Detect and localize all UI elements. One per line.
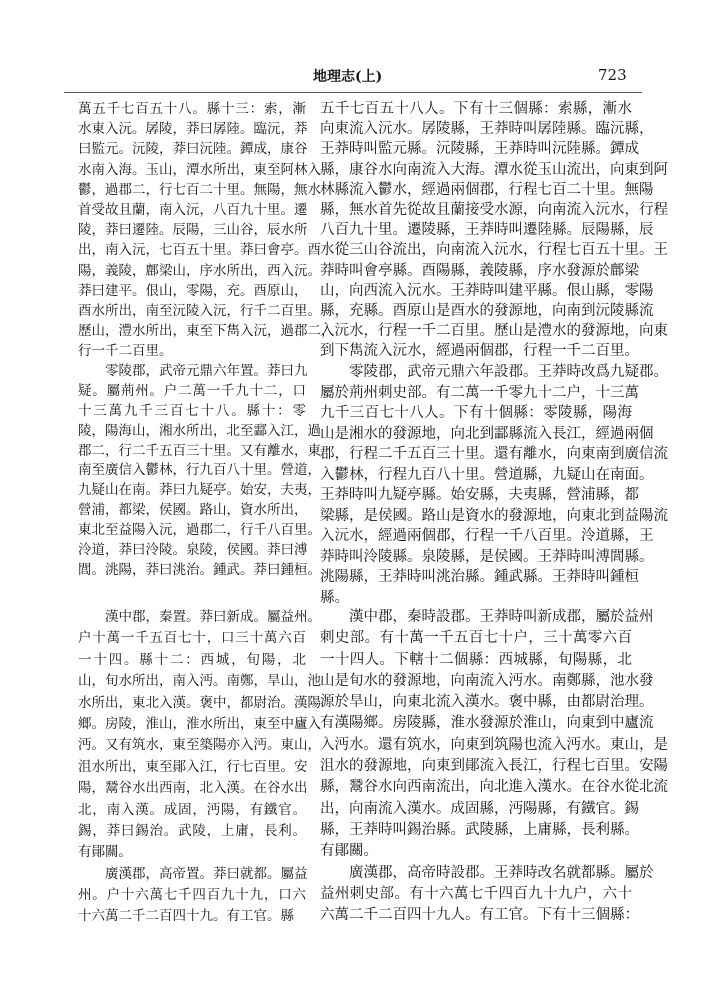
text-line: 洮陽縣，王莽時叫洮治縣。鍾武縣。王莽時叫鍾桓 <box>320 569 639 585</box>
text-block <box>320 607 668 926</box>
text-line: 水東入沅。孱陵，莽曰孱陸。臨沅，莽 <box>78 121 308 138</box>
text-line: 廣漢郡，高帝時設郡。王莽時改名就都縣。屬於 <box>349 864 654 881</box>
text-line: 廣漢郡，高帝置。莽曰就都。屬益 <box>105 865 308 882</box>
text-line: 林縣流入鬱水，經過兩個郡，行程七百二十里。無陽 <box>320 181 654 198</box>
paragraph <box>78 362 321 581</box>
text-line: 益州刺史部。有十六萬七千四百九十九户，六十 <box>320 885 632 902</box>
text-line: 莽時叫泠陵縣。泉陵縣，是侯國。王莽時叫溥閭縣。 <box>320 548 654 565</box>
running-header-title: 地理志(上) <box>313 69 383 85</box>
text-line: 出，向南流入漢水。成固縣，沔陽縣，有鐵官。錫 <box>320 800 639 817</box>
text-line: 漢中郡，秦時設郡。王莽時叫新成郡，屬於益州 <box>349 609 654 625</box>
text-block <box>320 362 668 608</box>
text-line: 縣，鬵谷水向西南流出，向北進入漢水。在谷水從北流 <box>320 779 668 796</box>
text-line: 縣，充縣。酉原山是酉水的發源地，向南到沅陵縣流 <box>320 302 654 319</box>
text-block <box>78 607 321 928</box>
text-block <box>78 362 321 581</box>
text-line: 王莽時叫九疑亭縣。始安縣，夫夷縣，營浦縣，都 <box>320 487 639 503</box>
paragraph <box>320 863 654 927</box>
text-line: 到下雋流入沅水，經過兩個郡，行程一千二百里。 <box>320 343 639 360</box>
text-line: 水南入海。玉山，潭水所出，東至阿林入 <box>78 161 321 178</box>
text-line: 入沔水。還有筑水，向東到筑陽也流入沔水。東山，是 <box>320 736 668 753</box>
text-line: 首受故且蘭，南入沅，八百九十里。遷 <box>78 201 308 218</box>
text-line: 郡二，行二千五百三十里。又有離水，東 <box>78 442 321 459</box>
paragraph <box>320 362 668 608</box>
text-line: 有漢陽鄉。房陵縣，淮水發源於淮山，向東到中廬流 <box>320 715 654 732</box>
text-line: 錫，莽曰錫治。武陵，上庸，長利。 <box>78 822 306 839</box>
text-line: 十三萬九千三百七十八。縣十：零 <box>78 402 306 419</box>
text-block <box>78 99 335 361</box>
text-line: 八百九十里。遷陵縣，王莽時叫遷陸縣。辰陽縣，辰 <box>320 222 654 239</box>
text-line: 零陵郡，武帝元鼎六年置。莽曰九 <box>105 363 308 379</box>
text-line: 九千三百七十八人。下有十個縣：零陵縣，陽海 <box>320 405 632 421</box>
text-line: 酉水所出，南至沅陵入沅，行千二百里。 <box>78 302 321 319</box>
text-line: 沮水所出，東至鄖入江，行七百里。安 <box>78 758 308 775</box>
text-line: 出，南入沅，七百五十里。莽曰會亭。酉 <box>78 242 321 259</box>
text-line: 南至廣信入鬱林，行九百八十里。營道， <box>78 462 321 479</box>
text-line: 五千七百五十八人。下有十三個縣：索縣，漸水 <box>320 101 632 117</box>
text-line: 山是湘水的發源地，向北到酃縣流入長江，經過兩個 <box>320 425 654 442</box>
text-line: 入沅水，經過兩個郡，行程一千八百里。泠道縣，王 <box>320 528 654 544</box>
text-line: 縣，王莽時叫錫治縣。武陵縣，上庸縣，長利縣。 <box>320 821 639 838</box>
paragraph <box>78 607 321 864</box>
text-line: 漢中郡，秦置。莽曰新成。屬益州。 <box>105 609 321 625</box>
text-line: 水所出，東北入漢。褒中，都尉治。漢陽 <box>78 694 321 711</box>
text-line: 王莽時叫監元縣。沅陵縣，王莽時叫沅陸縣。鐔成 <box>320 141 639 158</box>
text-line: 十六萬二千二百四十九。有工官。縣 <box>78 908 294 925</box>
header-rule <box>64 92 642 93</box>
text-block <box>320 99 668 361</box>
text-line: 縣。 <box>320 589 349 606</box>
text-line: 營浦，都梁，侯國。路山，資水所出， <box>78 502 308 519</box>
text-line: 一十四人。下轄十二個縣：西城縣，旬陽縣，北 <box>320 651 632 668</box>
paragraph <box>320 99 668 361</box>
text-line: 曰監元。沅陵，莽曰沅陸。鐔成，康谷 <box>78 141 308 158</box>
text-line: 有鄖關。 <box>320 843 378 860</box>
text-line: 縣，康谷水向南流入大海。潭水從玉山流出，向東到阿 <box>320 161 668 178</box>
paragraph <box>78 99 335 361</box>
text-line: 莽時叫會亭縣。酉陽縣，義陵縣，序水發源於鄜梁 <box>320 262 639 279</box>
text-line: 州。户十六萬七千四百九十九，口六 <box>78 887 306 904</box>
paragraph <box>78 864 306 928</box>
text-line: 入鬱林，行程九百八十里。營道縣，九疑山在南面。 <box>320 466 654 483</box>
paragraph <box>320 607 668 863</box>
text-line: 山是旬水的發源地，向南流入沔水。南鄭縣，池水發 <box>320 672 654 689</box>
text-line: 沔。又有筑水，東至築陽亦入沔。東山， <box>78 737 321 754</box>
text-line: 有鄖關。 <box>78 844 132 861</box>
text-line: 山，旬水所出，南入沔。南鄭，旱山，池 <box>78 673 321 690</box>
text-line: 歷山，澧水所出，東至下雋入沅，過郡二， <box>78 323 335 340</box>
text-line: 沮水的發源地，向東到鄖流入長江，行程七百里。安陽 <box>320 758 668 775</box>
text-line: 北，南入漢。成固，沔陽，有鐵官。 <box>78 801 306 818</box>
text-line: 行一千二百里。 <box>78 343 173 360</box>
text-line: 疑。屬荊州。户二萬一千九十二，口 <box>78 382 306 399</box>
text-line: 縣，無水首先從故且蘭接受水源，向南流入沅水，行程 <box>320 201 668 218</box>
text-line: 水從三山谷流出，向南流入沅水，行程七百五十里。王 <box>320 242 668 259</box>
text-line: 九疑山在南。莽曰九疑亭。始安，夫夷， <box>78 482 321 499</box>
text-line: 刺史部。有十萬一千五百七十户，三十萬零六百 <box>320 630 632 647</box>
text-line: 陽，義陵，鄜梁山，序水所出，西入沅。 <box>78 262 321 279</box>
text-line: 陵，陽海山，湘水所出，北至酃入江，過 <box>78 422 321 439</box>
text-line: 閭。洮陽，莽曰洮治。鍾武。莽曰鍾桓。 <box>78 561 321 578</box>
text-line: 陽，鬵谷水出西南，北入漢。在谷水出 <box>78 780 308 797</box>
text-line: 郡，行程二千五百三十里。還有離水，向東南到廣信流 <box>320 446 668 462</box>
text-line: 莽曰建平。佷山，零陽，充。酉原山， <box>78 282 308 299</box>
text-line: 零陵郡，武帝元鼎六年設郡。王莽時改爲九疑郡。 <box>349 364 668 380</box>
text-line: 鬱，過郡二，行七百二十里。無陽，無水 <box>78 181 321 198</box>
text-line: 鄉。房陵，淮山，淮水所出，東至中廬入 <box>78 715 321 732</box>
page-number: 723 <box>598 66 627 84</box>
text-line: 源於旱山，向東北流入漢水。褒中縣，由都尉治理。 <box>320 694 654 711</box>
text-line: 陵，莽曰遷陸。辰陽，三山谷，辰水所 <box>78 222 308 239</box>
text-line: 入沅水，行程一千二百里。歷山是澧水的發源地，向東 <box>320 323 668 340</box>
text-line: 萬五千七百五十八。縣十三：索，漸 <box>78 101 306 117</box>
text-line: 屬於荊州刺史部。有二萬一千零九十二户，十三萬 <box>320 384 639 401</box>
text-line: 向東流入沅水。孱陵縣，王莽時叫孱陸縣。臨沅縣， <box>320 121 654 138</box>
text-line: 梁縣，是侯國。路山是資水的發源地，向東北到益陽流 <box>320 507 668 524</box>
text-line: 泠道，莽曰泠陵。泉陵，侯國。莽曰溥 <box>78 542 308 559</box>
text-line: 一十四。縣十二：西城，旬陽，北 <box>78 651 306 668</box>
text-line: 山，向西流入沅水。王莽時叫建平縣。佷山縣，零陽 <box>320 282 654 299</box>
text-line: 户十萬一千五百七十，口三十萬六百 <box>78 630 306 647</box>
text-line: 六萬二千二百四十九人。有工官。下有十三個縣： <box>320 907 639 924</box>
text-line: 東北至益陽入沅，過郡二，行千八百里。 <box>78 522 321 539</box>
